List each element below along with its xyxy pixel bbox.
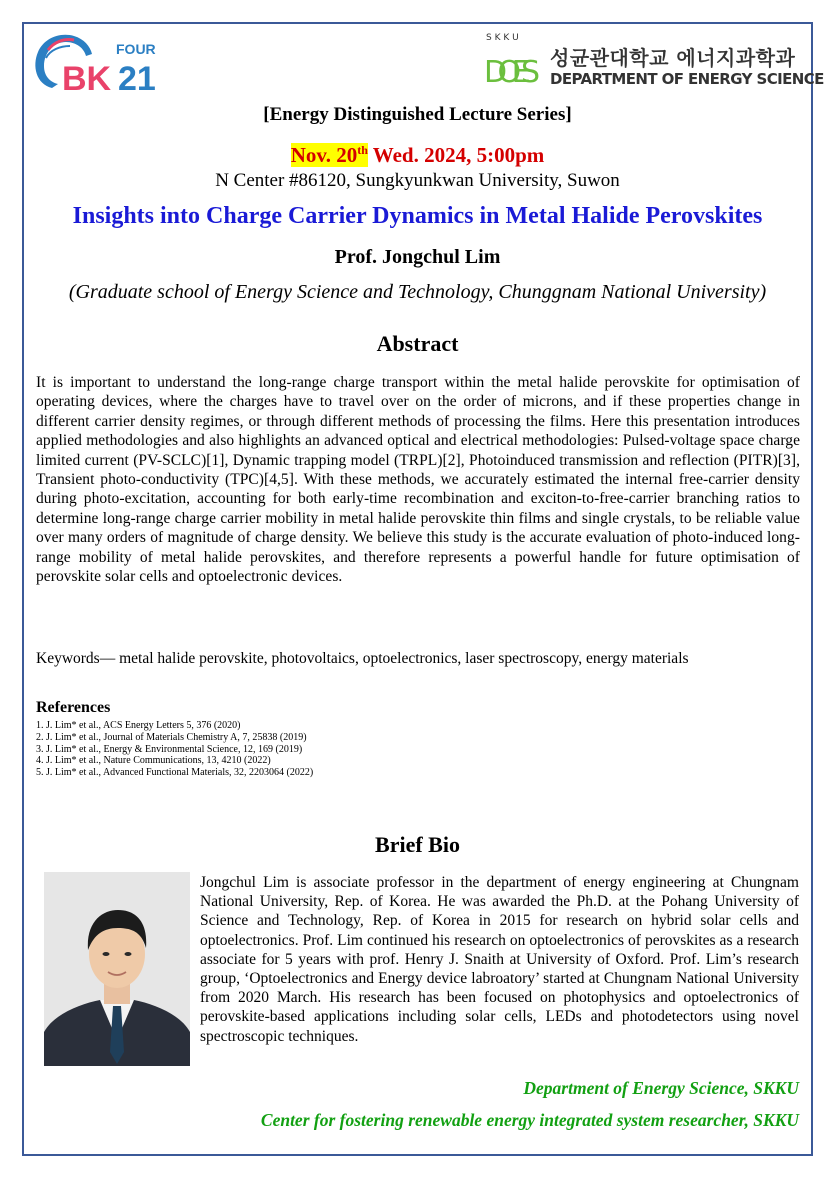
abstract-body: It is important to understand the long-range charge transport within the metal halide perovskite for optimisation of operating devices, where the charges have to travel over on the order of microns, and if these properties change in different carrier density regimes, or through different methods of processing the films. Here this presentation introduces applied methodologies and also highlights an advanced optical and electrical methodologies: Pulsed-voltage space charge limited current (PV-SCLC)[1], Dynamic trapping model (TRPL)[2], Photoinduced transmission and reflection (PITR)[3], Transient photo-conductivity (TPC)[4,5]. With these methods, we accurately estimated the internal free-carrier density during photo-excitation, accounting for both early-time recombination and exciton-to-free-carrier branching ratios to determine long-range charge carrier mobility in metal halide perovskite thin films and single crystals, to be reliable value over many orders of magnitude of charge density. We believe this study is the accurate evaluation of photo-induced long-range mobility of metal halide perovskites, and therefore represents a powerful handle for future optimisation of perovskite solar cells and optoelectronic devices. xyxy=(36,374,800,586)
reference-item: 4. J. Lim* et al., Nature Communications, 13, 4210 (2022) xyxy=(36,755,271,767)
department-korean-name: 성균관대학교 에너지과학과 xyxy=(550,46,796,70)
footer-center: Center for fostering renewable energy integrated system researcher, SKKU xyxy=(260,1110,799,1130)
reference-item: 3. J. Lim* et al., Energy & Environmental Science, 12, 169 (2019) xyxy=(36,743,303,755)
speaker-photo xyxy=(44,872,190,1066)
svg-text:S K K U: S K K U xyxy=(486,33,519,43)
speaker-affiliation: (Graduate school of Energy Science and Technology, Chunggnam National University) xyxy=(68,281,767,303)
svg-text:FOUR: FOUR xyxy=(116,41,156,57)
lecture-series: [Energy Distinguished Lecture Series] xyxy=(263,104,572,125)
department-english-name: DEPARTMENT OF ENERGY SCIENCE xyxy=(550,70,824,88)
bk21-four-logo xyxy=(30,28,160,98)
event-venue: N Center #86120, Sungkyunkwan University, Suwon xyxy=(215,170,620,191)
reference-item: 2. J. Lim* et al., Journal of Materials Chemistry A, 7, 25838 (2019) xyxy=(36,731,307,743)
date-rest: Wed. 2024, 5:00pm xyxy=(367,143,545,167)
speaker-name: Prof. Jongchul Lim xyxy=(334,246,501,268)
reference-item: 5. J. Lim* et al., Advanced Functional Materials, 32, 2203064 (2022) xyxy=(36,767,314,779)
footer-department: Department of Energy Science, SKKU xyxy=(523,1078,799,1098)
references-list xyxy=(36,720,313,779)
svg-text:BK: BK xyxy=(62,60,112,98)
keywords: Keywords— metal halide perovskite, photovoltaics, optoelectronics, laser spectroscopy, energy materials xyxy=(36,650,689,667)
svg-text:21: 21 xyxy=(118,60,156,98)
date-suffix: th xyxy=(357,143,368,157)
bio-body: Jongchul Lim is associate professor in the department of energy engineering at Chungnam National University, Rep. of Korea. He was awarded the Ph.D. at the Pohang University of Science and Technology, Rep. of Korea in 2015 for research on hybrid solar cells and optoelectronics. Prof. Lim continued his research on optoelectronics of perovskites as a research associate for 5 years with prof. Henry J. Snaith at University of Oxford. Prof. Lim’s research group, ‘Optoelectronics and Energy device labroatory’ started at Chungnam National University from 2020 March. His research has been focused on photophysics and optoelectronics of perovskite-based applications including solar cells, LEDs and photodetectors using novel spectroscopic techniques. xyxy=(200,874,799,1045)
lecture-title: Insights into Charge Carrier Dynamics in Metal Halide Perovskites xyxy=(72,203,763,229)
date-main: Nov. 20 xyxy=(290,143,358,167)
abstract-heading: Abstract xyxy=(376,331,459,356)
event-date xyxy=(0,143,835,168)
does-logo xyxy=(482,28,542,90)
svg-text:DOES: DOES xyxy=(484,55,540,90)
bio-heading: Brief Bio xyxy=(375,832,460,857)
reference-item: 1. J. Lim* et al., ACS Energy Letters 5, 376 (2020) xyxy=(36,720,241,731)
references-heading: References xyxy=(36,699,111,716)
